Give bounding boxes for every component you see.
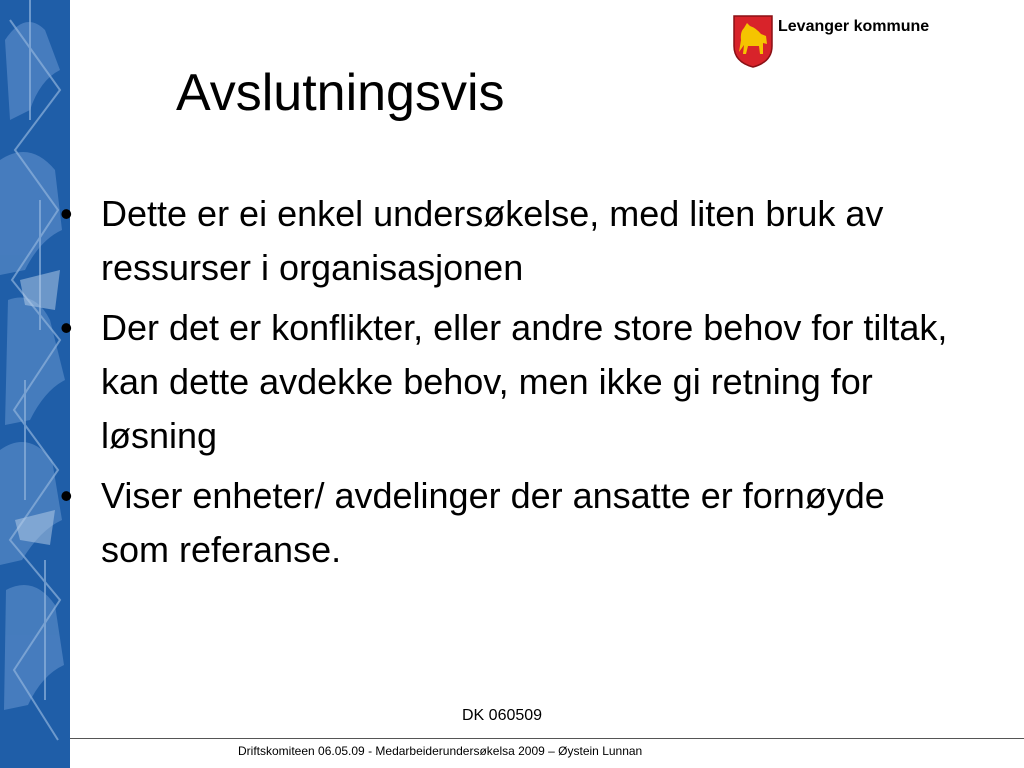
footer-text: Driftskomiteen 06.05.09 - Medarbeiderundersøkelsa 2009 – Øystein Lunnan [238,744,643,758]
horse-coat-of-arms-icon [732,14,774,68]
bullet-marker: • [60,307,73,348]
brand-name: Levanger kommune [778,18,930,35]
bullet-item [60,469,960,577]
bullet-text: Dette er ei enkel undersøkelse, med liten bruk av ressurser i organisasjonen [101,193,884,288]
bullet-text: Viser enheter/ avdelinger der ansatte er fornøyde som referanse. [101,475,885,570]
bullet-item [60,301,960,463]
bullet-text: Der det er konflikter, eller andre store behov for tiltak, kan dette avdekke behov, men ikke gi retning for løsning [101,307,948,456]
bullet-marker: • [60,193,73,234]
levanger-logo [732,14,929,70]
bullet-item [60,187,960,295]
slide-code: DK 060509 [462,707,543,724]
slide-title: Avslutningsvis [176,64,505,122]
bullet-marker: • [60,475,73,516]
footer-divider [70,738,1024,739]
bullet-list [60,187,960,583]
